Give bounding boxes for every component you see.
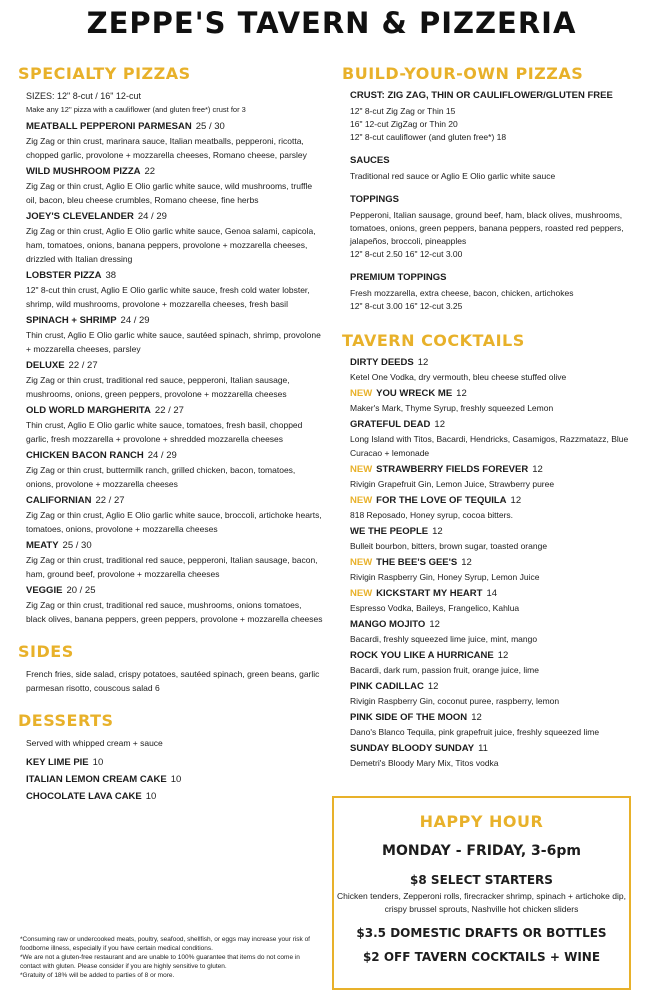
happy-hour-box — [332, 796, 631, 990]
item-desc: Zig Zag or thin crust, traditional red sauce, pepperoni, Italian sausage, bacon, ham, ground beef, provolone + mozzarella cheeses — [26, 555, 318, 579]
toppings-price: 12" 8-cut 2.50 16" 12-cut 3.00 — [350, 249, 463, 259]
item-desc: Bacardi, dark rum, passion fruit, orange juice, lime — [350, 665, 539, 675]
item-desc: Thin crust, Aglio E Olio garlic white sauce, sautéed spinach, shrimp, provolone + mozzarella cheeses, parsley — [26, 330, 321, 354]
item-price: 22 — [144, 166, 156, 177]
item-name: ITALIAN LEMON CREAM CAKE — [26, 774, 167, 785]
item-name: CHICKEN BACON RANCH — [26, 450, 144, 461]
item-price: 10 — [145, 791, 157, 802]
sides-heading: SIDES — [18, 642, 74, 661]
item-name: LOBSTER PIZZA — [26, 270, 102, 281]
item-price: 11 — [478, 743, 488, 754]
cocktail-item — [350, 711, 647, 739]
item-name: MEATBALL PEPPERONI PARMESAN — [26, 121, 192, 132]
menu-item — [26, 359, 323, 401]
cocktail-item — [350, 387, 647, 415]
menu-item — [26, 120, 323, 162]
item-price: 24 / 29 — [120, 315, 150, 326]
item-desc: Zig Zag or thin crust, Aglio E Olio garlic white sauce, wild mushrooms, truffle oil, bacon, bleu cheese crumbles, Romano cheese, fine herbs — [26, 181, 313, 205]
toppings-text: Pepperoni, Italian sausage, ground beef, ham, black olives, mushrooms, tomatoes, onions, green peppers, banana peppers, roasted red peppers, jalapeños, broccoli, pineapples — [350, 210, 624, 246]
desserts-note: Served with whipped cream + sauce — [26, 738, 163, 748]
item-name: DELUXE — [26, 360, 65, 371]
item-desc: Thin crust, Aglio E Olio garlic white sauce, tomatoes, fresh basil, chopped garlic, fresh mozzarella + provolone + shredded mozzarella cheeses — [26, 420, 303, 444]
item-desc: Dano's Blanco Tequila, pink grapefruit juice, freshly squeezed lime — [350, 727, 600, 737]
item-desc: Espresso Vodka, Baileys, Frangelico, Kahlua — [350, 603, 520, 613]
item-name: VEGGIE — [26, 585, 63, 596]
item-name: SPINACH + SHRIMP — [26, 315, 117, 326]
specialty-heading: SPECIALTY PIZZAS — [18, 64, 191, 83]
item-desc: Bacardi, freshly squeezed lime juice, mint, mango — [350, 634, 538, 644]
footnote: *Gratuity of 18% will be added to parties of 8 or more. — [20, 972, 175, 979]
cocktail-item — [350, 680, 647, 708]
footnotes — [20, 935, 320, 980]
page-title: ZEPPE'S TAVERN & PIZZERIA — [86, 6, 577, 40]
item-price: 12 — [434, 419, 445, 430]
drafts-offer: $3.5 DOMESTIC DRAFTS OR BOTTLES — [356, 926, 607, 940]
item-name: KEY LIME PIE — [26, 757, 89, 768]
item-desc: 12" 8-cut thin crust, Aglio E Olio garlic white sauce, fresh cold water lobster, shrimp, wild mushrooms, provolone + mozzarella cheeses, fresh basil — [26, 285, 310, 309]
sizes-note: SIZES: 12" 8-cut / 16" 12-cut — [26, 91, 141, 101]
cocktail-list — [342, 356, 647, 770]
sides-desc: French fries, side salad, crispy potatoes, sautéed spinach, green beans, garlic parmesan risotto, couscous salad 6 — [26, 669, 320, 693]
item-desc: Zig Zag or thin crust, traditional red sauce, mushrooms, onions tomatoes, black olives, banana peppers, green peppers, provolone + mozzarella cheeses — [26, 600, 323, 624]
item-name: ROCK YOU LIKE A HURRICANE — [350, 650, 494, 661]
crust-line: 12" 8-cut Zig Zag or Thin 15 — [350, 106, 456, 116]
item-price: 38 — [105, 270, 117, 281]
footnote: *Consuming raw or undercooked meats, poultry, seafood, shellfish, or eggs may increase your risk of foodborne illness, especially if you have certain medical conditions. — [20, 936, 310, 952]
item-desc: 818 Reposado, Honey syrup, cocoa bitters. — [350, 510, 514, 520]
happy-hour-days: MONDAY - FRIDAY, 3-6pm — [382, 843, 581, 859]
cauliflower-note: Make any 12" pizza with a cauliflower (and gluten free*) crust for 3 — [26, 105, 246, 114]
item-name: STRAWBERRY FIELDS FOREVER — [376, 464, 529, 475]
premium-heading: PREMIUM TOPPINGS — [350, 272, 447, 283]
item-price: 22 / 27 — [154, 405, 184, 416]
item-desc: Rivigin Raspberry Gin, coconut puree, raspberry, lemon — [350, 696, 560, 706]
crust-line: 16" 12-cut ZigZag or Thin 20 — [350, 119, 458, 129]
item-desc: Demetri's Bloody Mary Mix, Titos vodka — [350, 758, 499, 768]
cocktail-item — [350, 463, 647, 491]
item-name: YOU WRECK ME — [376, 388, 453, 399]
item-price: 10 — [170, 774, 182, 785]
item-price: 12 — [471, 712, 482, 723]
menu-item — [26, 584, 323, 626]
cocktail-item — [350, 587, 647, 615]
byo-heading: BUILD-YOUR-OWN PIZZAS — [342, 64, 584, 83]
menu-item — [26, 494, 323, 536]
item-name: MANGO MOJITO — [350, 619, 426, 630]
item-name: FOR THE LOVE OF TEQUILA — [376, 495, 507, 506]
item-name: KICKSTART MY HEART — [376, 588, 483, 599]
item-desc: Zig Zag or thin crust, marinara sauce, Italian meatballs, pepperoni, ricotta, chopped garlic, provolone + mozzarella cheeses, Romano cheese, parsley — [26, 136, 307, 160]
cocktail-item — [350, 525, 647, 553]
cocktails-offer: $2 OFF TAVERN COCKTAILS + WINE — [362, 950, 601, 964]
item-price: 22 / 27 — [95, 495, 125, 506]
item-price: 12 — [429, 619, 440, 630]
footnote: *We are not a gluten-free restaurant and are unable to 100% guarantee that items do not come in contact with gluten. Please consider if you are highly sensitive to gluten. — [20, 954, 300, 970]
premium-price: 12" 8-cut 3.00 16" 12-cut 3.25 — [350, 301, 463, 311]
item-name: PINK CADILLAC — [350, 681, 424, 692]
item-name: MEATY — [26, 540, 59, 551]
item-name: OLD WORLD MARGHERITA — [26, 405, 151, 416]
item-price: 12 — [532, 464, 543, 475]
item-desc: Zig Zag or thin crust, Aglio E Olio garlic white sauce, broccoli, artichoke hearts, tomatoes, onions, provolone + mozzarella cheeses — [26, 510, 322, 534]
item-name: CALIFORNIAN — [26, 495, 92, 506]
item-desc: Bulleit bourbon, bitters, brown sugar, toasted orange — [350, 541, 548, 551]
item-name: DIRTY DEEDS — [350, 357, 414, 368]
menu-item — [26, 165, 323, 207]
item-name: PINK SIDE OF THE MOON — [350, 712, 468, 723]
new-badge: NEW — [350, 464, 373, 475]
item-price: 25 / 30 — [62, 540, 92, 551]
cocktails-heading: TAVERN COCKTAILS — [342, 331, 525, 350]
menu-item — [26, 404, 323, 446]
item-price: 12 — [461, 557, 472, 568]
item-price: 14 — [486, 588, 498, 599]
item-price: 10 — [92, 757, 104, 768]
cocktail-item — [350, 618, 647, 646]
right-column — [342, 64, 647, 770]
item-desc: Long Island with Titos, Bacardi, Hendricks, Casamigos, Razzmatazz, Blue Curacao + lemonade — [350, 434, 629, 458]
new-badge: NEW — [350, 388, 373, 399]
toppings-heading: TOPPINGS — [350, 194, 399, 205]
menu-item — [26, 210, 323, 266]
menu-item — [26, 449, 323, 491]
cocktail-item — [350, 418, 647, 460]
starters-heading: $8 SELECT STARTERS — [410, 873, 553, 887]
new-badge: NEW — [350, 495, 373, 506]
item-price: 12 — [432, 526, 443, 537]
left-column — [18, 64, 323, 804]
item-name: SUNDAY BLOODY SUNDAY — [350, 743, 475, 754]
cocktail-item — [350, 494, 647, 522]
item-desc: Zig Zag or thin crust, Aglio E Olio garlic white sauce, Genoa salami, capicola, ham, tomatoes, onions, banana peppers, provolone + mozzarella cheeses, drizzled with Italian dressing — [26, 226, 316, 264]
new-badge: NEW — [350, 588, 373, 599]
item-price: 12 — [456, 388, 467, 399]
specialty-list — [18, 120, 323, 626]
dessert-item — [26, 756, 323, 770]
cocktail-item — [350, 649, 647, 677]
item-price: 12 — [427, 681, 439, 692]
item-price: 20 / 25 — [66, 585, 96, 596]
menu-item — [26, 269, 323, 311]
new-badge: NEW — [350, 557, 373, 568]
premium-text: Fresh mozzarella, extra cheese, bacon, chicken, artichokes — [350, 288, 574, 298]
crust-line: 12" 8-cut cauliflower (and gluten free*) 18 — [350, 132, 507, 142]
menu-item — [26, 314, 323, 356]
item-price: 24 / 29 — [137, 211, 167, 222]
item-name: CHOCOLATE LAVA CAKE — [26, 791, 142, 802]
cocktail-item — [350, 742, 647, 770]
item-desc: Maker's Mark, Thyme Syrup, freshly squeezed Lemon — [350, 403, 554, 413]
starters-desc: Chicken tenders, Zepperoni rolls, firecracker shrimp, spinach + artichoke dip, crispy brussel sprouts, Nashville hot chicken sliders — [337, 891, 626, 914]
sauces-heading: SAUCES — [350, 155, 390, 166]
menu-item — [26, 539, 323, 581]
item-name: WE THE PEOPLE — [350, 526, 429, 537]
item-price: 25 / 30 — [195, 121, 225, 132]
item-name: JOEY'S CLEVELANDER — [26, 211, 134, 222]
item-desc: Zig Zag or thin crust, buttermilk ranch, grilled chicken, bacon, tomatoes, onions, provolone + mozzarella cheeses — [26, 465, 296, 489]
item-price: 12 — [497, 650, 509, 661]
item-desc: Ketel One Vodka, dry vermouth, bleu cheese stuffed olive — [350, 372, 567, 382]
crust-heading: CRUST: ZIG ZAG, THIN OR CAULIFLOWER/GLUTEN FREE — [350, 90, 613, 101]
dessert-item — [26, 790, 323, 804]
item-price: 24 / 29 — [147, 450, 177, 461]
item-name: GRATEFUL DEAD — [350, 419, 431, 430]
cocktail-item — [350, 356, 647, 384]
cocktail-item — [350, 556, 647, 584]
item-desc: Rivigin Raspberry Gin, Honey Syrup, Lemon Juice — [350, 572, 540, 582]
item-name: WILD MUSHROOM PIZZA — [26, 166, 141, 177]
item-price: 12 — [417, 357, 429, 368]
item-price: 12 — [510, 495, 522, 506]
item-desc: Rivigin Grapefruit Gin, Lemon Juice, Strawberry puree — [350, 479, 555, 489]
item-name: THE BEE'S GEE'S — [376, 557, 458, 568]
desserts-heading: DESSERTS — [18, 711, 114, 730]
happy-hour-heading: HAPPY HOUR — [419, 812, 544, 831]
item-price: 22 / 27 — [68, 360, 98, 371]
sauces-text: Traditional red sauce or Aglio E Olio garlic white sauce — [350, 171, 556, 181]
item-desc: Zig Zag or thin crust, traditional red sauce, pepperoni, Italian sausage, mushrooms, onions, green peppers, provolone + mozzarella cheeses — [26, 375, 290, 399]
dessert-item — [26, 773, 323, 787]
